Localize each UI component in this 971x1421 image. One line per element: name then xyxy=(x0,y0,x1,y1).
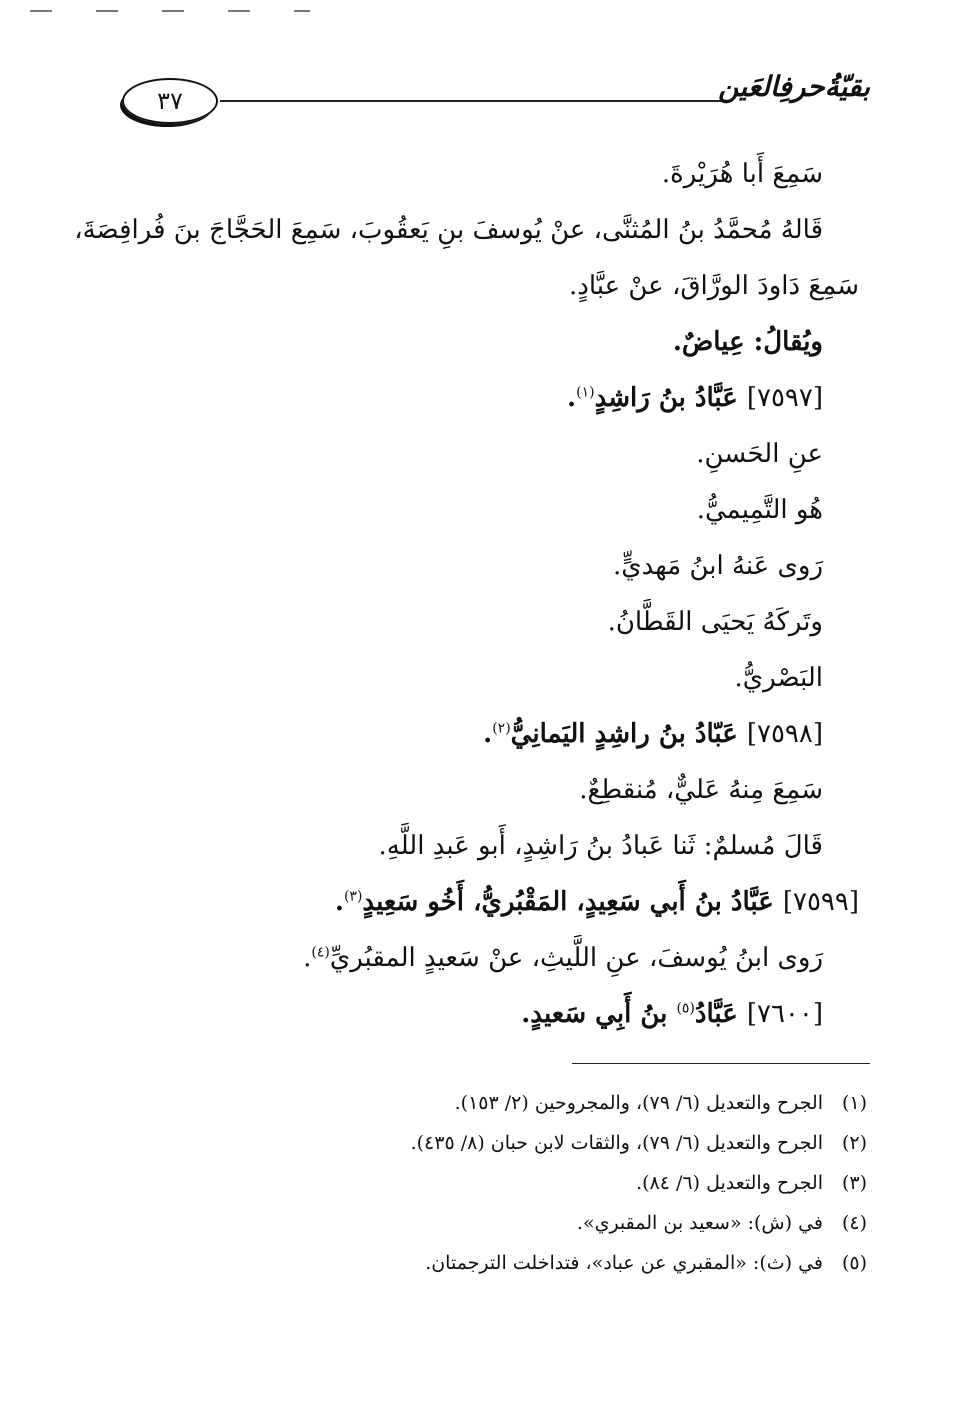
line-text: عَبَّادُ xyxy=(694,999,747,1029)
entry-heading xyxy=(109,370,859,426)
footnote-item xyxy=(107,1203,867,1243)
line-text: سَمِعَ دَاودَ الورَّاقَ، عنْ عبَّادٍ. xyxy=(569,271,859,301)
text-line xyxy=(109,146,859,202)
line-text: سَمِعَ مِنهُ عَليٌّ، مُنقطِعٌ. xyxy=(579,775,823,805)
text-line xyxy=(109,482,859,538)
entry-number: [٧٦٠٠] xyxy=(746,999,823,1029)
footnote-text: الجرح والتعديل (٦/ ٧٩)، والثقات لابن حبان (٨/ ٤٣٥). xyxy=(410,1132,823,1154)
footnote-number: (٢) xyxy=(841,1132,867,1154)
text-line xyxy=(74,202,859,258)
scan-artifact xyxy=(294,10,310,12)
page-number-badge xyxy=(122,78,218,124)
entry-heading xyxy=(109,986,859,1042)
text-line xyxy=(109,818,859,874)
line-text: قَالهُ مُحمَّدُ بنُ المُثنَّى، عنْ يُوسفَ بنِ يَعقُوبَ، سَمِعَ الحَجَّاجَ بنَ فُرافِصَةَ، xyxy=(74,215,823,245)
text-line xyxy=(109,650,859,706)
footnote-number: (٥) xyxy=(841,1252,867,1274)
text-line xyxy=(109,426,859,482)
line-tail: . xyxy=(567,383,577,413)
line-tail: بنُ أَبِي سَعيدٍ. xyxy=(521,999,677,1029)
footnote-separator xyxy=(572,1063,870,1064)
entry-number: [٧٥٩٧] xyxy=(746,383,823,413)
text-line xyxy=(109,930,859,986)
scan-artifact xyxy=(162,10,184,12)
footnote-marker[interactable]: (٥) xyxy=(676,1000,695,1017)
line-text: هُو التَّمِيميُّ. xyxy=(696,495,823,525)
page-header xyxy=(110,70,870,132)
page-number: ٣٧ xyxy=(157,87,183,115)
footnote-text: في (ش): «سعيد بن المقبري». xyxy=(576,1212,823,1234)
running-title: بقيّةُحرفِالعَين xyxy=(718,70,870,103)
line-text: عنِ الحَسنِ. xyxy=(696,439,823,469)
entry-heading xyxy=(109,706,859,762)
entry-heading xyxy=(109,874,859,930)
footnote-number: (١) xyxy=(841,1092,867,1114)
footnote-item xyxy=(107,1123,867,1163)
text-line xyxy=(109,762,859,818)
scan-artifact xyxy=(96,10,118,12)
line-text: عَبَّادُ بنُ رَاشِدٍ xyxy=(594,383,747,413)
line-text: عَبَّادُ بنُ أَبي سَعِيدٍ، المَقْبُريُّ، أَخُو سَعِيدٍ xyxy=(362,887,783,917)
footnote-marker[interactable]: (١) xyxy=(576,384,595,401)
line-text: البَصْريُّ. xyxy=(734,663,823,693)
footnote-item xyxy=(107,1083,867,1123)
line-text: رَوى عَنهُ ابنُ مَهديٍّ. xyxy=(613,551,823,581)
line-text: قَالَ مُسلمٌ: ثَنا عَبادُ بنُ رَاشِدٍ، أَبو عَبدِ اللَّهِ. xyxy=(378,831,823,861)
footnote-marker[interactable]: (٤) xyxy=(311,944,330,961)
line-text: وتَركَهُ يَحيَى القَطَّانُ. xyxy=(607,607,823,637)
footnote-item xyxy=(107,1243,867,1283)
footnote-text: في (ث): «المقبري عن عباد»، فتداخلت الترجمتان. xyxy=(425,1252,823,1274)
line-tail: . xyxy=(483,719,493,749)
scan-artifact xyxy=(30,10,52,12)
footnote-number: (٣) xyxy=(841,1172,867,1194)
line-tail: . xyxy=(303,943,312,973)
line-text: ويُقالُ: عِياضٌ. xyxy=(672,327,823,357)
scan-artifact xyxy=(228,10,250,12)
entry-number: [٧٥٩٨] xyxy=(746,719,823,749)
text-line xyxy=(109,538,859,594)
footnote-marker[interactable]: (٢) xyxy=(492,720,511,737)
footnotes xyxy=(107,1083,867,1283)
footnote-text: الجرح والتعديل (٦/ ٧٩)، والمجروحين (٢/ ١٥٣). xyxy=(454,1092,823,1114)
text-line xyxy=(109,258,859,314)
text-line xyxy=(109,594,859,650)
line-tail: . xyxy=(334,887,344,917)
footnote-text: الجرح والتعديل (٦/ ٨٤). xyxy=(636,1172,823,1194)
line-text: عَبّادُ بنُ راشِدٍ اليَمانِيُّ xyxy=(510,719,747,749)
main-text xyxy=(74,146,859,1042)
footnote-number: (٤) xyxy=(841,1212,867,1234)
footnote-item xyxy=(107,1163,867,1203)
text-line xyxy=(109,314,859,370)
line-text: سَمِعَ أَبا هُرَيْرةَ. xyxy=(661,159,823,189)
header-rule xyxy=(220,100,730,102)
line-text: رَوى ابنُ يُوسفَ، عنِ اللَّيثِ، عنْ سَعيدٍ المقبُريِّ xyxy=(329,943,823,973)
footnote-marker[interactable]: (٣) xyxy=(343,888,363,905)
entry-number: [٧٥٩٩] xyxy=(782,887,859,917)
